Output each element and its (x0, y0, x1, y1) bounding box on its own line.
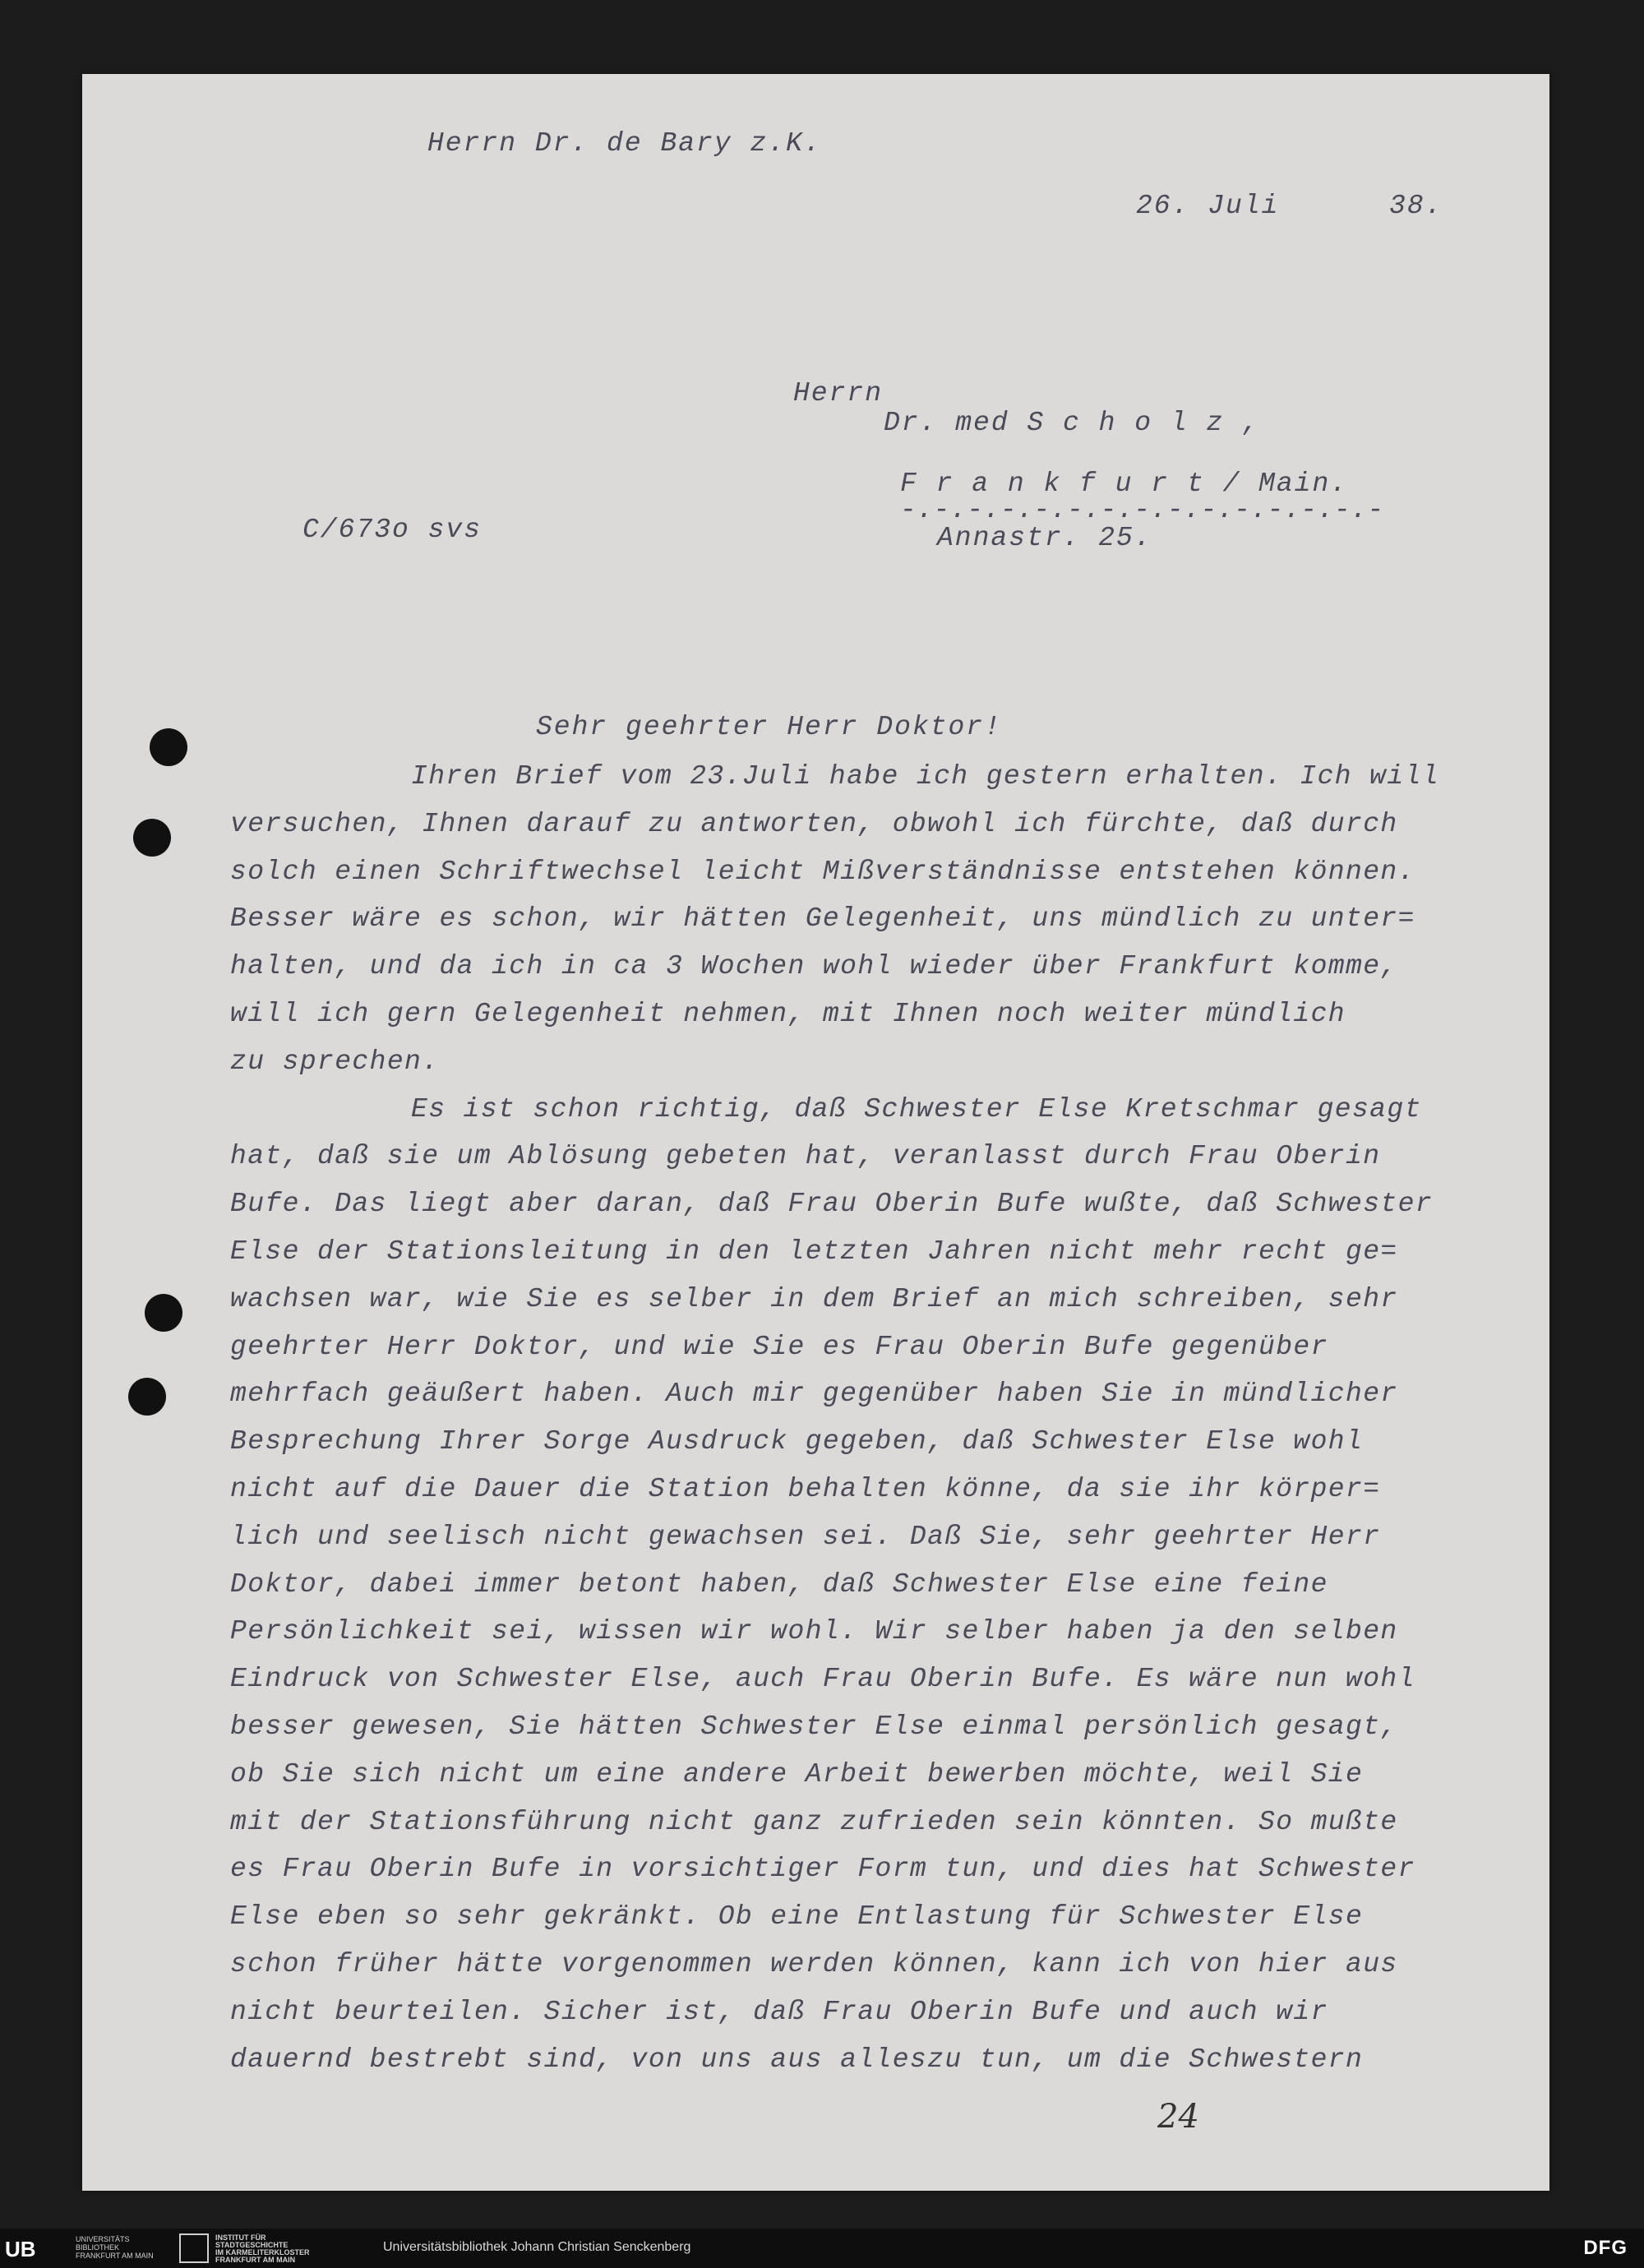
institute-logo-text: INSTITUT FÜR STADTGESCHICHTE IM KARMELITERKLOSTER FRANKFURT AM MAIN (215, 2233, 310, 2264)
body-line: mit der Stationsführung nicht ganz zufrieden sein könnten. So mußte (230, 1806, 1398, 1837)
reference-code: C/673o svs (302, 515, 483, 545)
ub-logo: UB (5, 2237, 36, 2261)
address-line-2: Dr. med S c h o l z , (884, 408, 1260, 438)
body-line: Else eben so sehr gekränkt. Ob eine Entlastung für Schwester Else (230, 1901, 1364, 1933)
address-line-3: F r a n k f u r t / Main. (900, 469, 1349, 499)
body-line: solch einen Schriftwechsel leicht Mißverständnisse entstehen können. (230, 856, 1415, 887)
body-line: Eindruck von Schwester Else, auch Frau Oberin Bufe. Es wäre nun wohl (230, 1664, 1415, 1695)
body-line: Persönlichkeit sei, wissen wir wohl. Wir selber haben ja den selben (230, 1616, 1398, 1647)
page-number: 24 (1157, 2098, 1199, 2136)
institute-logo-icon (179, 2233, 209, 2263)
letter-date: 26. Juli (1136, 191, 1280, 221)
body-line: hat, daß sie um Ablösung gebeten hat, veranlasst durch Frau Oberin (230, 1141, 1381, 1172)
body-line: dauernd bestrebt sind, von uns aus alleszu tun, um die Schwestern (230, 2044, 1364, 2075)
body-line: lich und seelisch nicht gewachsen sei. Daß Sie, sehr geehrter Herr (230, 1521, 1381, 1552)
body-line: Es ist schon richtig, daß Schwester Else Kretschmar gesagt (411, 1093, 1422, 1125)
body-line: zu sprechen. (230, 1046, 440, 1077)
body-line: schon früher hätte vorgenommen werden können, kann ich von hier aus (230, 1949, 1398, 1979)
letter-page (82, 74, 1549, 2191)
address-line-4: Annastr. 25. (937, 523, 1152, 553)
punch-hole (145, 1294, 182, 1332)
body-line: nicht auf die Dauer die Station behalten könne, da sie ihr körper= (230, 1474, 1381, 1504)
ub-logo-text: UNIVERSITÄTS BIBLIOTHEK FRANKFURT AM MAIN (76, 2235, 154, 2260)
body-line: ob Sie sich nicht um eine andere Arbeit bewerben möchte, weil Sie (230, 1758, 1364, 1790)
body-line: es Frau Oberin Bufe in vorsichtiger Form tun, und dies hat Schwester (230, 1854, 1415, 1885)
body-line: Bufe. Das liegt aber daran, daß Frau Oberin Bufe wußte, daß Schwester (230, 1189, 1434, 1220)
body-line: versuchen, Ihnen darauf zu antworten, obwohl ich fürchte, daß durch (230, 808, 1398, 839)
body-line: geehrter Herr Doktor, und wie Sie es Frau Oberin Bufe gegenüber (230, 1331, 1328, 1362)
body-line: Doktor, dabei immer betont haben, daß Schwester Else eine feine (230, 1568, 1328, 1600)
body-line: Besser wäre es schon, wir hätten Gelegenheit, uns mündlich zu unter= (230, 903, 1415, 935)
body-line: mehrfach geäußert haben. Auch mir gegenüber haben Sie in mündlicher (230, 1379, 1398, 1410)
address-underline: -.-.-.-.-.-.-.-.-.-.-.-.-.-.- (900, 495, 1384, 525)
punch-hole (150, 728, 187, 766)
address-line-1: Herrn (793, 378, 884, 409)
body-line: halten, und da ich in ca 3 Wochen wohl wieder über Frankfurt komme, (230, 951, 1398, 982)
body-line: Ihren Brief vom 23.Juli habe ich gestern erhalten. Ich will (411, 761, 1439, 792)
library-name: Universitätsbibliothek Johann Christian Senckenberg (383, 2240, 691, 2254)
body-line: Besprechung Ihrer Sorge Ausdruck gegeben, daß Schwester Else wohl (230, 1426, 1364, 1457)
punch-hole (133, 819, 171, 857)
salutation: Sehr geehrter Herr Doktor! (536, 712, 1002, 742)
punch-hole (128, 1378, 166, 1416)
body-line: will ich gern Gelegenheit nehmen, mit Ihnen noch weiter mündlich (230, 999, 1346, 1029)
body-line: nicht beurteilen. Sicher ist, daß Frau Oberin Bufe und auch wir (230, 1996, 1328, 2027)
header-recipient: Herrn Dr. de Bary z.K. (427, 128, 822, 159)
letter-year: 38. (1389, 191, 1443, 221)
dfg-logo: DFG (1583, 2237, 1628, 2259)
footer-bar (0, 2229, 1644, 2268)
body-line: wachsen war, wie Sie es selber in dem Brief an mich schreiben, sehr (230, 1283, 1398, 1314)
body-line: Else der Stationsleitung in den letzten Jahren nicht mehr recht ge= (230, 1236, 1398, 1267)
body-line: besser gewesen, Sie hätten Schwester Else einmal persönlich gesagt, (230, 1711, 1398, 1742)
